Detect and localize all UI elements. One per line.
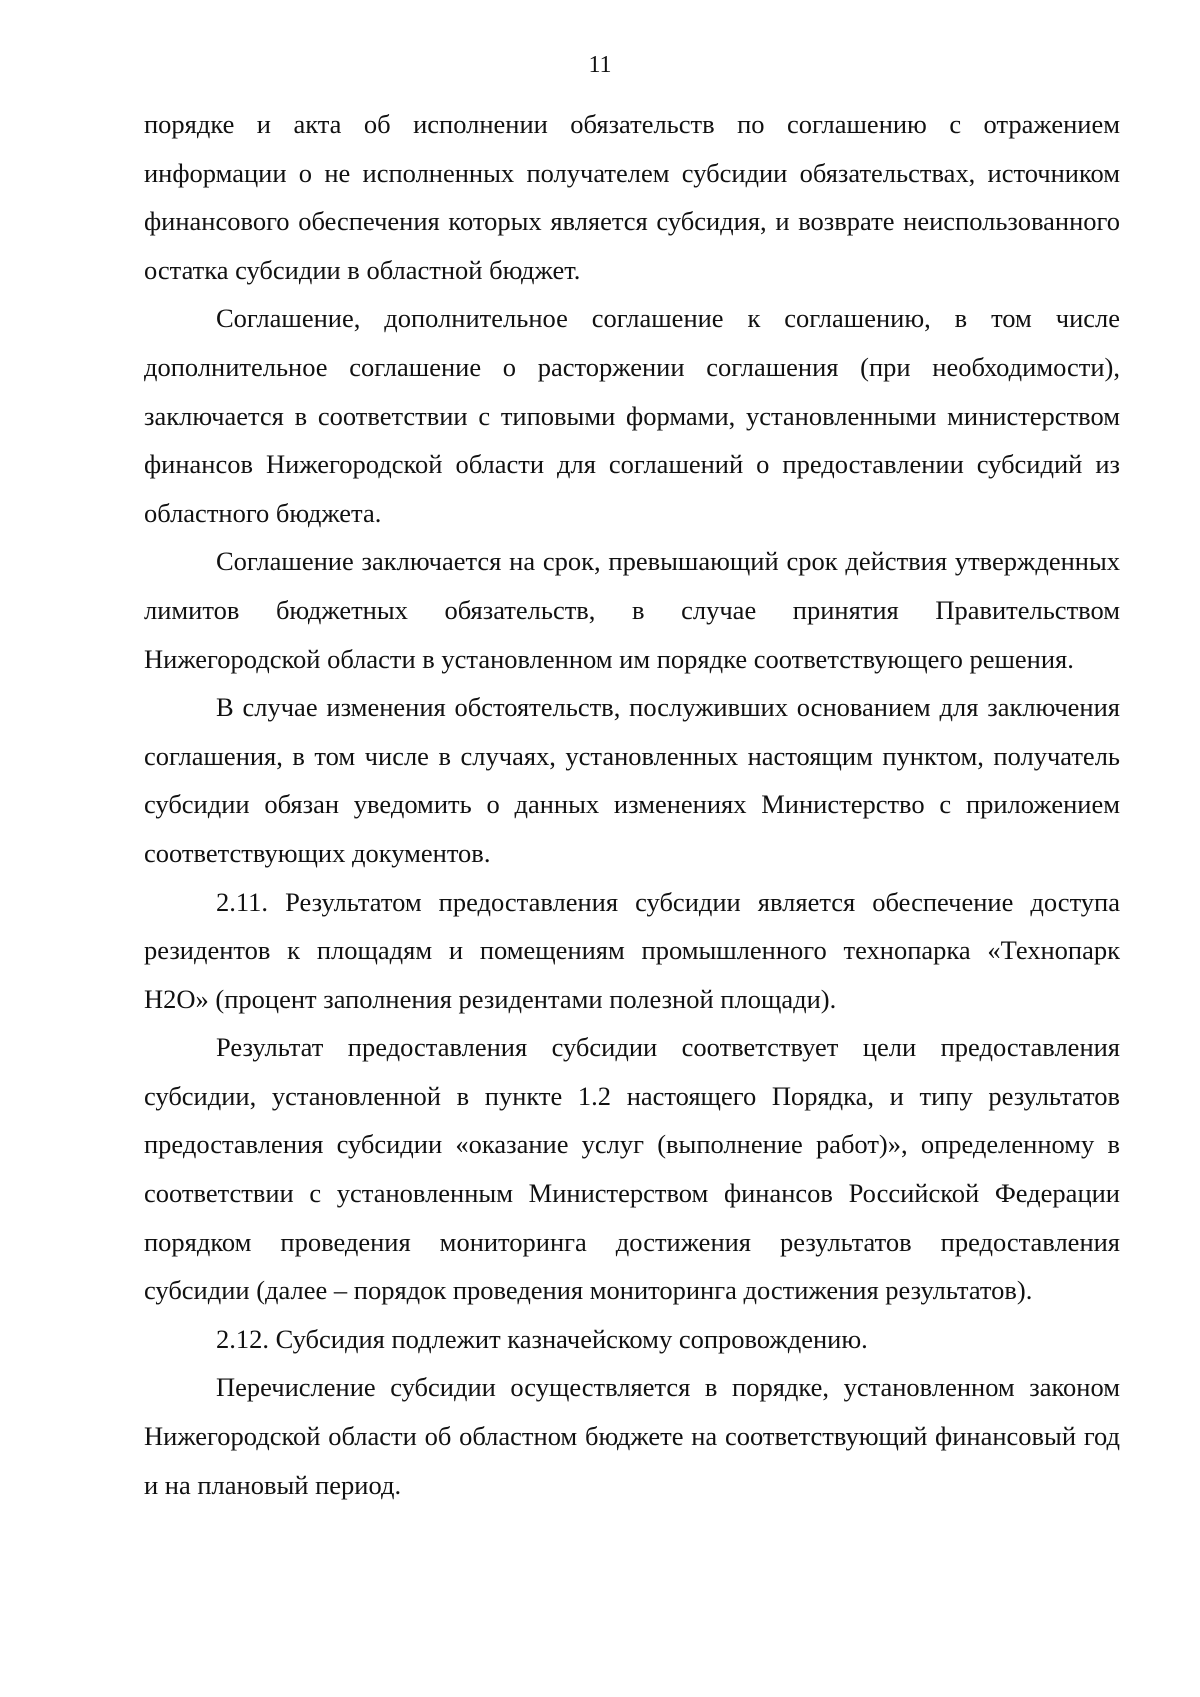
paragraph-1: порядке и акта об исполнении обязательств по соглашению с отражением информации о не исполненных получателем субсидии обязательствах, источником финансового обеспечения которых является субсидия, и возврате неиспользованного остатка субсидии в областной бюджет. bbox=[144, 109, 1120, 285]
paragraph-8: Перечисление субсидии осуществляется в порядке, установленном законом Нижегородской области об областном бюджете на соответствующий финансовый год и на плановый период. bbox=[144, 1372, 1120, 1500]
paragraph-4: В случае изменения обстоятельств, послуживших основанием для заключения соглашения, в том числе в случаях, установленных настоящим пунктом, получатель субсидии обязан уведомить о данных изменениях Министерство с приложением соответствующих документов. bbox=[144, 692, 1120, 868]
paragraph-6: Результат предоставления субсидии соответствует цели предоставления субсидии, установленной в пункте 1.2 настоящего Порядка, и типу результатов предоставления субсидии «оказание услуг (выполнение работ)», определенному в соответствии с установленным Министерством финансов Российской Федерации порядком проведения мониторинга достижения результатов предоставления субсидии (далее – порядок проведения мониторинга достижения результатов). bbox=[144, 1032, 1120, 1306]
paragraph-5: 2.11. Результатом предоставления субсидии является обеспечение доступа резидентов к площадям и помещениям промышленного технопарка «Технопарк Н2О» (процент заполнения резидентами полезной площади). bbox=[144, 886, 1120, 1014]
paragraph-3: Соглашение заключается на срок, превышающий срок действия утвержденных лимитов бюджетных обязательств, в случае принятия Правительством Нижегородской области в установленном им порядке соответствующего решения. bbox=[144, 546, 1120, 674]
paragraph-7: 2.12. Субсидия подлежит казначейскому сопровождению. bbox=[216, 1323, 868, 1354]
paragraph-2: Соглашение, дополнительное соглашение к соглашению, в том числе дополнительное соглашение о расторжении соглашения (при необходимости), заключается в соответствии с типовыми формами, установленными министерством финансов Нижегородской области для соглашений о предоставлении субсидий из областного бюджета. bbox=[144, 303, 1120, 528]
document-body bbox=[144, 100, 1120, 1509]
page-number: 11 bbox=[588, 52, 612, 78]
